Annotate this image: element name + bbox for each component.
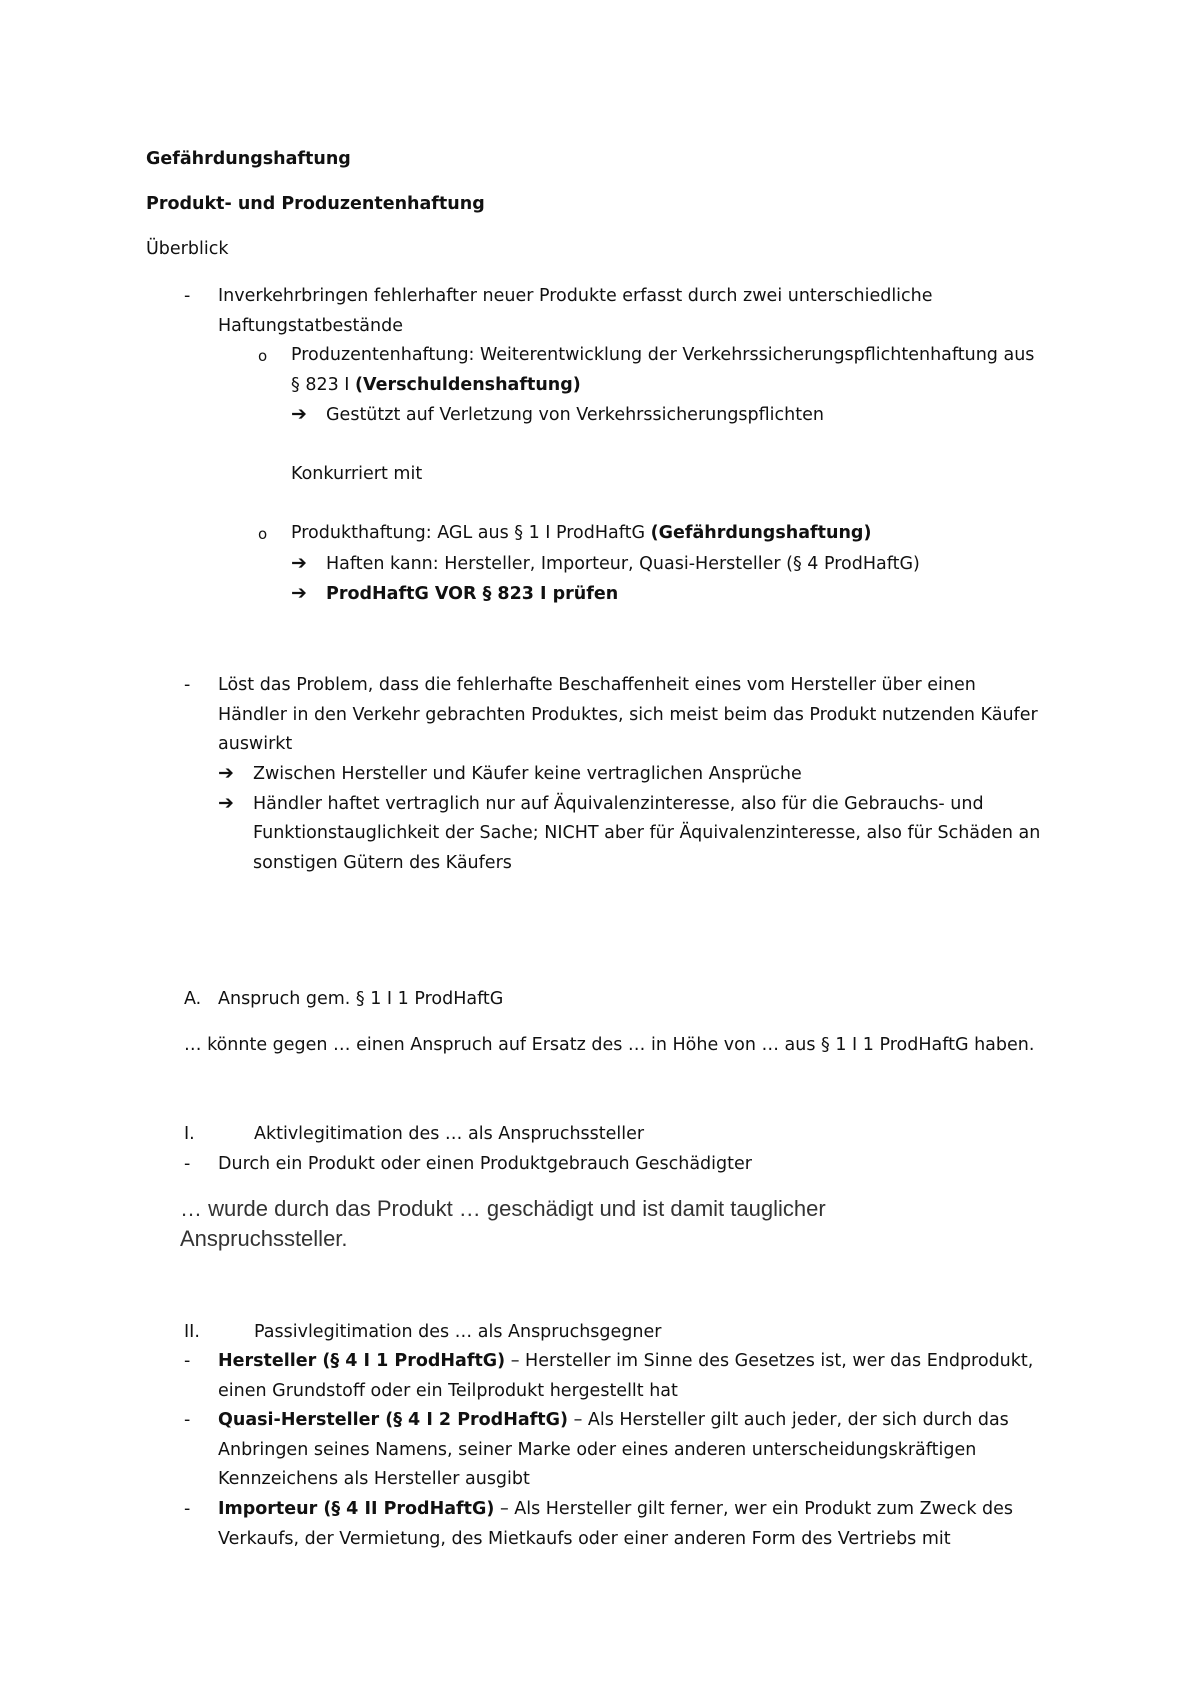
arrow-icon: ➔: [291, 582, 307, 604]
produkthaftung-text: Produkthaftung: AGL aus § 1 I ProdHaftG: [291, 523, 646, 543]
importeur-line1: [218, 1497, 1013, 1521]
quasi-hersteller-text: – Als Hersteller gilt auch jeder, der sich durch das: [568, 1410, 1009, 1430]
circle-bullet: o: [258, 525, 268, 543]
s1-produkt-line: [291, 521, 871, 545]
hersteller-line2: einen Grundstoff oder ein Teilprodukt hergestellt hat: [218, 1381, 678, 1401]
importeur-line2: Verkaufs, der Vermietung, des Mietkaufs oder einer anderen Form des Vertriebs mit: [218, 1529, 951, 1549]
quasi-line2: Anbringen seines Namens, seiner Marke oder eines anderen unterscheidungskräftigen: [218, 1440, 977, 1460]
dash-bullet: -: [184, 675, 191, 695]
s2-line1: Löst das Problem, dass die fehlerhafte Beschaffenheit eines vom Hersteller über einen: [218, 675, 976, 695]
s2-line2: Händler in den Verkehr gebrachten Produktes, sich meist beim das Produkt nutzenden Käufer: [218, 705, 1038, 725]
heading-ueberblick: Überblick: [146, 239, 229, 259]
quasi-line3: Kennzeichens als Hersteller ausgibt: [218, 1469, 530, 1489]
s1-produzent-arrow-text: Gestützt auf Verletzung von Verkehrssicherungspflichten: [326, 405, 824, 425]
dash-bullet: -: [184, 1351, 191, 1371]
section-i-statement-line2: Anspruchssteller.: [180, 1226, 348, 1251]
dash-bullet: -: [184, 1499, 191, 1519]
section-a-marker: A.: [184, 989, 202, 1009]
hersteller-label: Hersteller (§ 4 I 1 ProdHaftG): [218, 1351, 506, 1371]
section-i-marker: I.: [184, 1124, 195, 1144]
gefaehrdungshaftung-label: (Gefährdungshaftung): [650, 523, 872, 543]
dash-bullet: -: [184, 286, 191, 306]
importeur-text: – Als Hersteller gilt ferner, wer ein Produkt zum Zweck des: [494, 1499, 1014, 1519]
importeur-label: Importeur (§ 4 II ProdHaftG): [218, 1499, 495, 1519]
s1-line2: Haftungstatbestände: [218, 316, 403, 336]
section-a-heading: Anspruch gem. § 1 I 1 ProdHaftG: [218, 989, 504, 1009]
dash-bullet: -: [184, 1154, 191, 1174]
section-ii-heading: Passivlegitimation des … als Anspruchsgegner: [254, 1322, 662, 1342]
section-ii-marker: II.: [184, 1322, 200, 1342]
section-i-bullet: Durch ein Produkt oder einen Produktgebrauch Geschädigter: [218, 1154, 752, 1174]
quasi-line1: [218, 1408, 1009, 1432]
hersteller-line1: [218, 1349, 1033, 1373]
section-a-sentence: … könnte gegen … einen Anspruch auf Ersatz des … in Höhe von … aus § 1 I 1 ProdHaftG haben.: [184, 1035, 1035, 1055]
s2-arrow2-line3: sonstigen Gütern des Käufers: [253, 853, 512, 873]
s1-line1: Inverkehrbringen fehlerhafter neuer Produkte erfasst durch zwei unterschiedliche: [218, 286, 933, 306]
s2-arrow2-line1: Händler haftet vertraglich nur auf Äquivalenzinteresse, also für die Gebrauchs- und: [253, 794, 984, 814]
arrow-icon: ➔: [291, 552, 307, 574]
section-i-heading: Aktivlegitimation des … als Anspruchssteller: [254, 1124, 645, 1144]
s2-line3: auswirkt: [218, 734, 293, 754]
s1-produzent-line2: [291, 373, 581, 397]
arrow-icon: ➔: [291, 403, 307, 425]
title-gefaehrdungshaftung: Gefährdungshaftung: [146, 149, 351, 169]
s1-produzent-line1: Produzentenhaftung: Weiterentwicklung der Verkehrssicherungspflichtenhaftung aus: [291, 345, 1035, 365]
circle-bullet: o: [258, 347, 268, 365]
arrow-icon: ➔: [218, 792, 234, 814]
verschuldenshaftung-label: (Verschuldenshaftung): [355, 375, 581, 395]
s2-arrow1: Zwischen Hersteller und Käufer keine vertraglichen Ansprüche: [253, 764, 802, 784]
quasi-hersteller-label: Quasi-Hersteller (§ 4 I 2 ProdHaftG): [218, 1410, 568, 1430]
s1-produkt-arrow2: ProdHaftG VOR § 823 I prüfen: [326, 584, 619, 604]
hersteller-text: – Hersteller im Sinne des Gesetzes ist, wer das Endprodukt,: [505, 1351, 1034, 1371]
s1-konkurriert: Konkurriert mit: [291, 464, 423, 484]
s1-produkt-arrow1: Haften kann: Hersteller, Importeur, Quasi-Hersteller (§ 4 ProdHaftG): [326, 554, 920, 574]
title-produkthaftung: Produkt- und Produzentenhaftung: [146, 194, 485, 214]
arrow-icon: ➔: [218, 762, 234, 784]
section-i-statement-line1: … wurde durch das Produkt … geschädigt und ist damit tauglicher: [180, 1196, 826, 1221]
paragraph-ref: § 823 I: [291, 375, 350, 395]
dash-bullet: -: [184, 1410, 191, 1430]
s2-arrow2-line2: Funktionstauglichkeit der Sache; NICHT aber für Äquivalenzinteresse, also für Schäden an: [253, 823, 1041, 843]
